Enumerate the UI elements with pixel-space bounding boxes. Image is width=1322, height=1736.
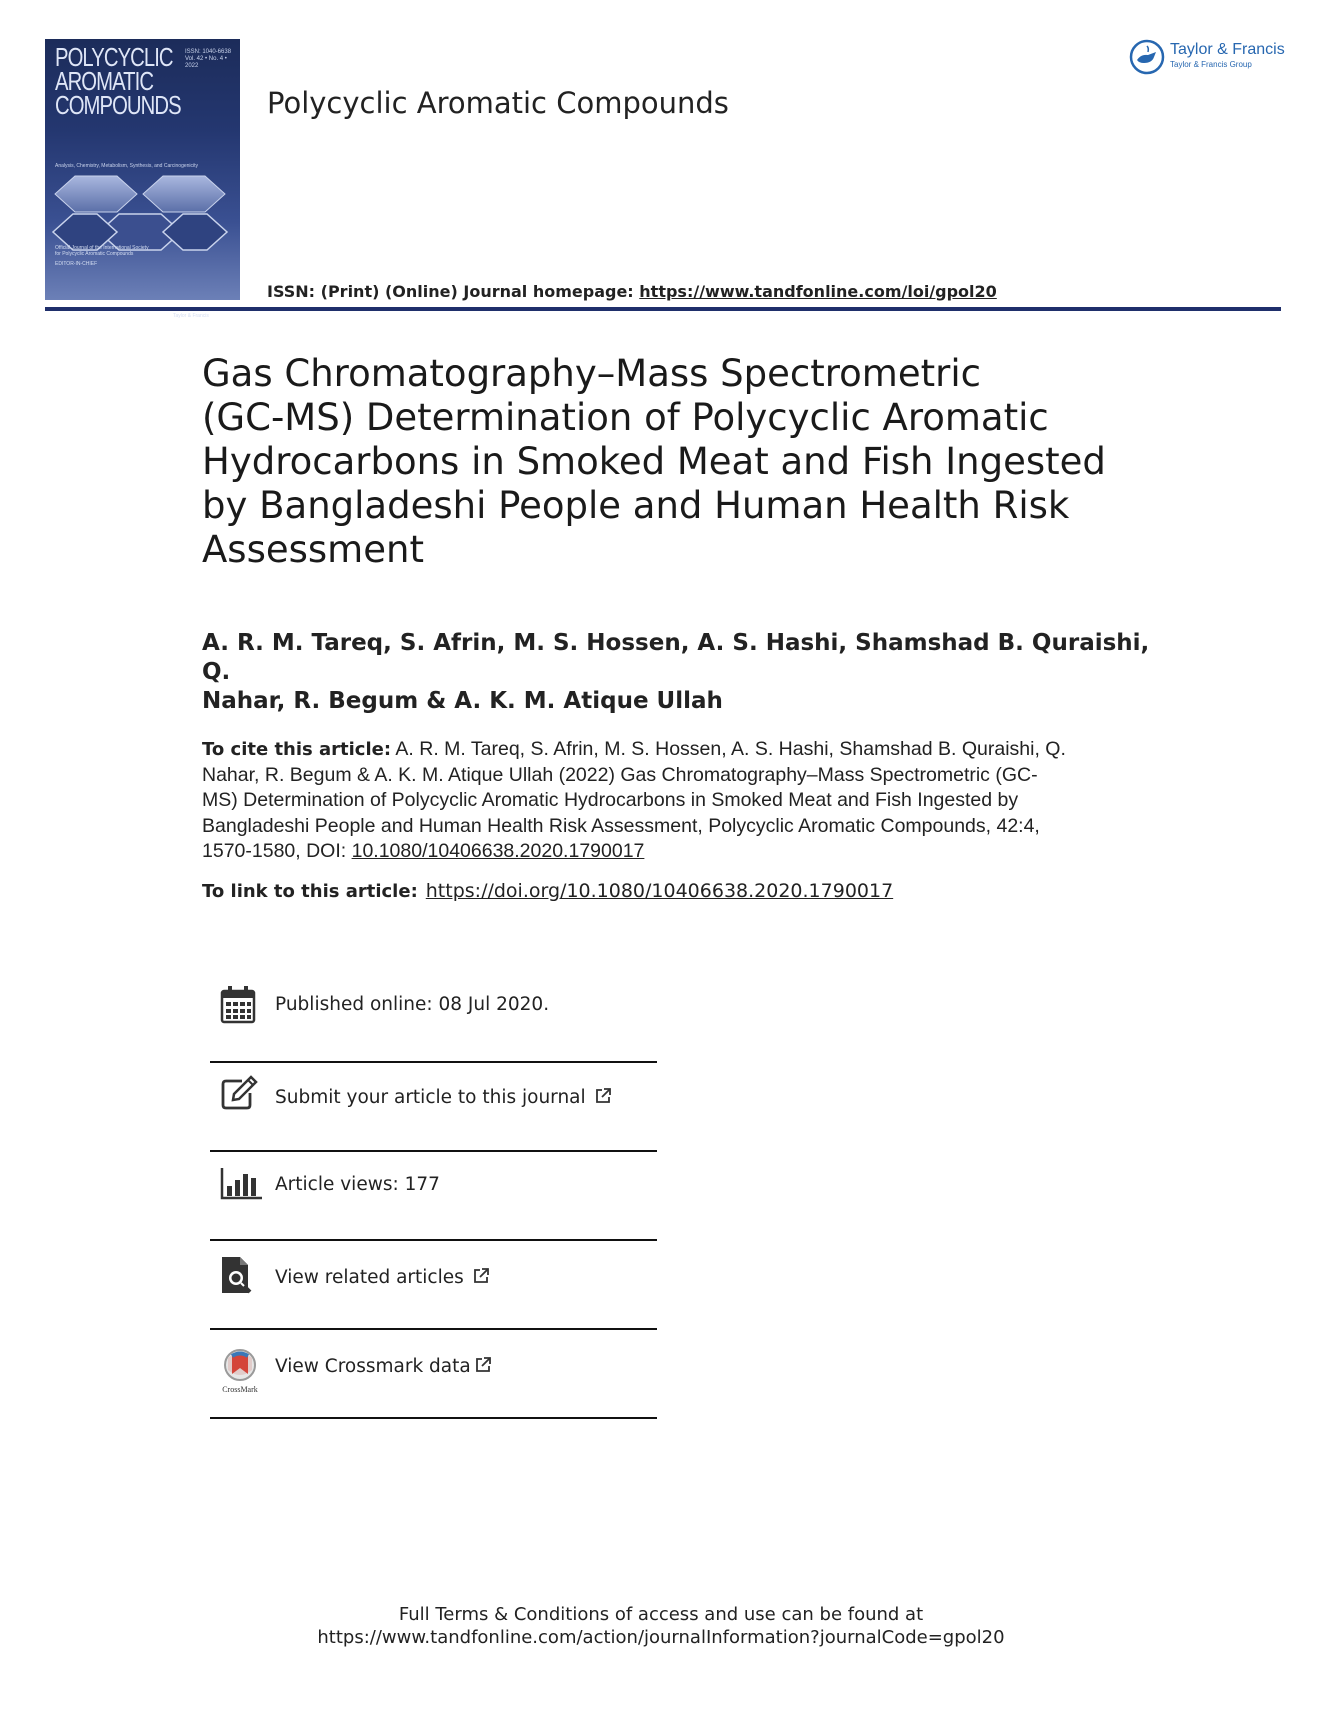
crossmark-link[interactable]: View Crossmark data [275, 1356, 492, 1377]
citation-block: To cite this article: A. R. M. Tareq, S. Afrin, M. S. Hossen, A. S. Hashi, Shamshad B. Quraishi, Q. Nahar, R. Begum & A. K. M. Atique Ullah (2022) Gas Chromatography–Mass Spectrometric (GC- MS) Determination of Polycyclic Aromatic Hydrocarbons in Smoked Meat and Fish Ingested by Bangladeshi People and Human Health Risk Assessment, Polycyclic Aromatic Compounds, 42:4, 1570-1580, DOI: 10.1080/10406638.2020.1790017 [202, 738, 1066, 862]
link-label: To link to this article: [202, 881, 418, 902]
journal-cover-image [45, 39, 240, 319]
article-views-row [210, 1152, 657, 1240]
article-doi-url-link[interactable]: https://doi.org/10.1080/10406638.2020.1790017 [425, 880, 894, 902]
cover-publisher: Taylor & Francis [173, 313, 209, 319]
article-views-text: Article views: 177 [275, 1174, 440, 1195]
article-title: Gas Chromatography–Mass Spectrometric (GC-MS) Determination of Polycyclic Aromatic Hydrocarbons in Smoked Meat and Fish Ingested by Bangladeshi People and Human Health Risk Assessment [202, 352, 1106, 571]
journal-name: Polycyclic Aromatic Compounds [267, 86, 729, 120]
issn-label: ISSN: (Print) (Online) Journal homepage: [267, 282, 640, 301]
cover-subtitle: Analysis, Chemistry, Metabolism, Synthesis, and Carcinogenicity [55, 163, 199, 169]
taylor-francis-lamp-icon [1128, 38, 1166, 76]
submit-article-link[interactable]: Submit your article to this journal [275, 1087, 612, 1108]
external-link-icon [594, 1087, 612, 1105]
doi-link[interactable]: 10.1080/10406638.2020.1790017 [351, 840, 645, 862]
related-articles-link[interactable]: View related articles [275, 1267, 490, 1288]
edit-pencil-icon [220, 1075, 258, 1111]
terms-footer [0, 1603, 1322, 1649]
cover-note: Official Journal of the International Society for Polycyclic Aromatic Compounds EDITOR-IN-CHIEF [55, 245, 149, 267]
calendar-icon [220, 986, 256, 1024]
document-search-icon [220, 1255, 254, 1295]
published-online-row [210, 962, 657, 1050]
crossmark-icon [220, 1348, 260, 1382]
cover-issn: ISSN: 1040-6638 Vol. 42 • No. 4 • 2022 [185, 49, 232, 69]
bar-chart-icon [220, 1168, 262, 1200]
related-articles-row[interactable] [210, 1241, 657, 1329]
issn-line [267, 282, 997, 301]
header-divider [45, 307, 1281, 311]
article-link-line [202, 880, 893, 902]
journal-homepage-link[interactable]: https://www.tandfonline.com/loi/gpol20 [639, 282, 997, 301]
article-authors: A. R. M. Tareq, S. Afrin, M. S. Hossen, A. S. Hashi, Shamshad B. Quraishi, Q. Nahar, R. Begum & A. K. M. Atique Ullah [202, 630, 1150, 714]
terms-footer-line: Full Terms & Conditions of access and use can be found at [398, 1604, 924, 1625]
publisher-name: Taylor & Francis [1170, 41, 1285, 58]
taylor-francis-logo [1128, 38, 1288, 78]
publisher-group: Taylor & Francis Group [1170, 60, 1252, 69]
published-online-text: Published online: 08 Jul 2020. [275, 994, 550, 1015]
external-link-icon [472, 1267, 490, 1285]
cover-title: POLYCYCLIC AROMATIC COMPOUNDS [55, 42, 181, 120]
terms-footer-url[interactable]: https://www.tandfonline.com/action/journalInformation?journalCode=gpol20 [317, 1627, 1005, 1648]
info-divider [210, 1417, 657, 1419]
submit-article-row[interactable] [210, 1063, 657, 1151]
crossmark-row[interactable] [210, 1330, 657, 1418]
crossmark-logo [220, 1348, 260, 1392]
cite-label: To cite this article: [202, 739, 392, 760]
crossmark-logo-text: CrossMark [222, 1385, 258, 1394]
external-link-icon [474, 1356, 492, 1374]
